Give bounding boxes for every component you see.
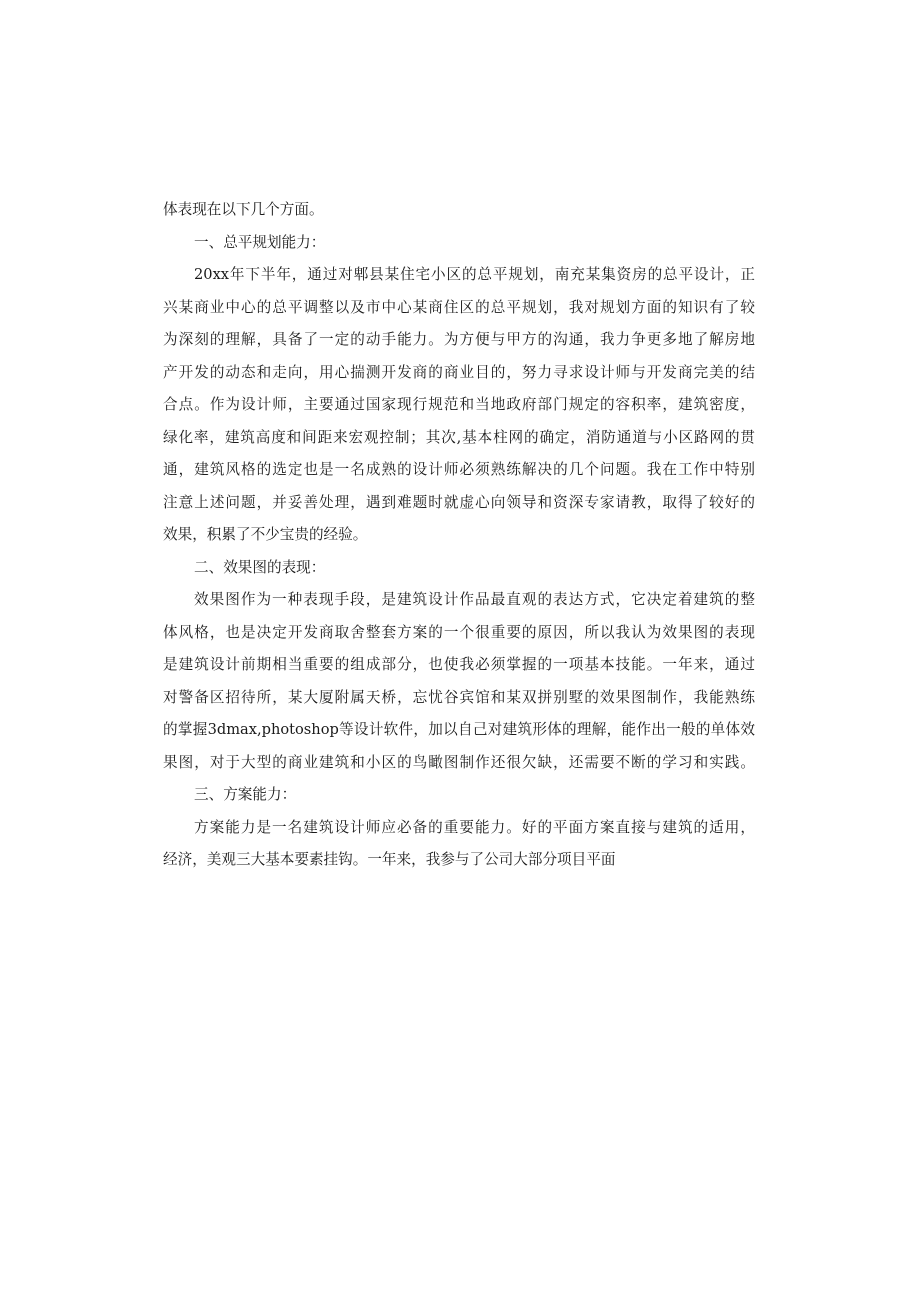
text-line: 果图，对于大型的商业建筑和小区的鸟瞰图制作还很欠缺，还需要不断的学习和实践。 xyxy=(163,753,755,771)
text-line: 是建筑设计前期相当重要的组成部分，也使我必须掌握的一项基本技能。一年来，通过 xyxy=(163,656,755,673)
text-line: 的掌握3dmax,photoshop等设计软件，加以自己对建筑形体的理解，能作出一般的单体效 xyxy=(163,721,755,738)
text-line: 对警备区招待所，某大厦附属天桥，忘忧谷宾馆和某双拼别墅的效果图制作，我能熟练 xyxy=(163,688,755,706)
document-page xyxy=(163,194,755,877)
section-heading: 一、总平规划能力： xyxy=(194,233,326,251)
text-line: 兴某商业中心的总平调整以及市中心某商住区的总平规划，我对规划方面的知识有了较 xyxy=(163,298,755,316)
text-line: 注意上述问题，并妥善处理，遇到难题时就虚心向领导和资深专家请教，取得了较好的 xyxy=(163,493,755,511)
section-heading: 二、效果图的表现： xyxy=(194,558,326,576)
text-line: 效果图作为一种表现手段，是建筑设计作品最直观的表达方式，它决定着建筑的整 xyxy=(194,591,755,608)
text-line: 通，建筑风格的选定也是一名成熟的设计师必须熟练解决的几个问题。我在工作中特别 xyxy=(163,461,755,478)
text-line: 经济，美观三大基本要素挂钩。一年来，我参与了公司大部分项目平面 xyxy=(163,851,616,868)
text-line: 为深刻的理解，具备了一定的动手能力。为方便与甲方的沟通，我力争更多地了解房地 xyxy=(163,331,755,348)
text-line: 20xx年下半年，通过对郫县某住宅小区的总平规划，南充某集资房的总平设计，正 xyxy=(194,266,755,283)
text-line: 绿化率，建筑高度和间距来宏观控制；其次,基本柱网的确定，消防通道与小区路网的贯 xyxy=(163,428,755,446)
text-line: 合点。作为设计师，主要通过国家现行规范和当地政府部门规定的容积率，建筑密度， xyxy=(163,396,755,413)
text-line: 体表现在以下几个方面。 xyxy=(163,201,324,218)
text-line: 体风格，也是决定开发商取舍整套方案的一个很重要的原因，所以我认为效果图的表现 xyxy=(163,623,755,641)
section-heading: 三、方案能力： xyxy=(194,786,297,803)
text-line: 效果，积累了不少宝贵的经验。 xyxy=(163,526,368,543)
text-line: 方案能力是一名建筑设计师应必备的重要能力。好的平面方案直接与建筑的适用， xyxy=(194,818,755,836)
text-line: 产开发的动态和走向，用心揣测开发商的商业目的，努力寻求设计师与开发商完美的结 xyxy=(163,363,755,381)
